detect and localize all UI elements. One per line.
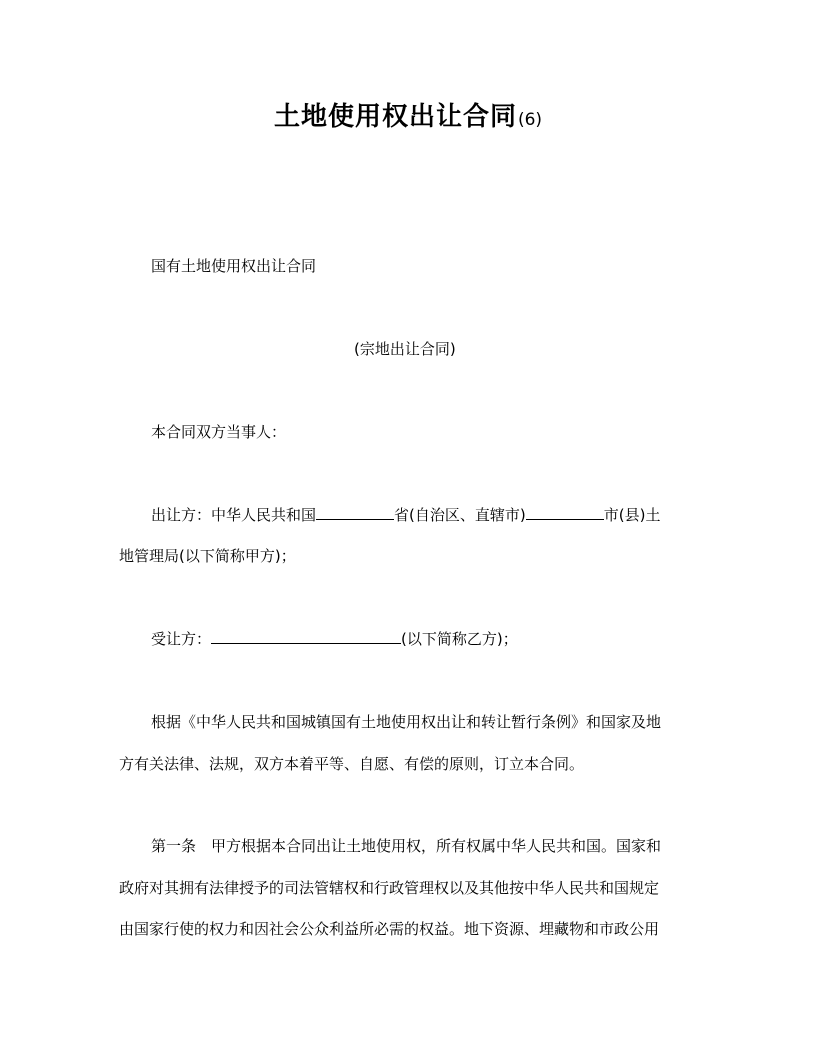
grantor-line-2: 地管理局(以下简称甲方)； xyxy=(119,547,296,565)
document-title xyxy=(0,96,816,133)
article1-line-2: 政府对其拥有法律授予的司法管辖权和行政管理权以及其他按中华人民共和国规定 xyxy=(119,879,660,897)
grantee-line xyxy=(151,629,518,649)
grantee-label: 受让方： xyxy=(151,630,212,648)
contract-subheading: (宗地出让合同) xyxy=(354,340,456,358)
grantor-tail: 市(县)土 xyxy=(603,506,661,524)
title-text: 土地使用权出让合同 xyxy=(273,102,517,132)
basis-line-2: 方有关法律、法规，双方本着平等、自愿、有偿的原则，订立本合同。 xyxy=(119,755,585,773)
contract-heading: 国有土地使用权出让合同 xyxy=(151,257,317,275)
article1-line-1: 第一条 甲方根据本合同出让土地使用权，所有权属中华人民共和国。国家和 xyxy=(151,837,662,855)
grantee-tail: (以下简称乙方)； xyxy=(401,630,518,648)
province-blank xyxy=(316,505,394,520)
city-blank xyxy=(526,505,604,520)
grantor-line-1 xyxy=(151,505,660,525)
title-suffix: (6) xyxy=(517,110,543,130)
article1-line-3: 由国家行使的权力和因社会公众利益所必需的权益。地下资源、埋藏物和市政公用 xyxy=(119,920,660,938)
parties-intro: 本合同双方当事人： xyxy=(151,423,287,441)
grantor-mid: 省(自治区、直辖市) xyxy=(394,506,526,524)
grantor-label: 出让方：中华人民共和国 xyxy=(151,506,317,524)
grantee-blank xyxy=(211,629,401,644)
basis-line-1: 根据《中华人民共和国城镇国有土地使用权出让和转让暂行条例》和国家及地 xyxy=(151,713,662,731)
